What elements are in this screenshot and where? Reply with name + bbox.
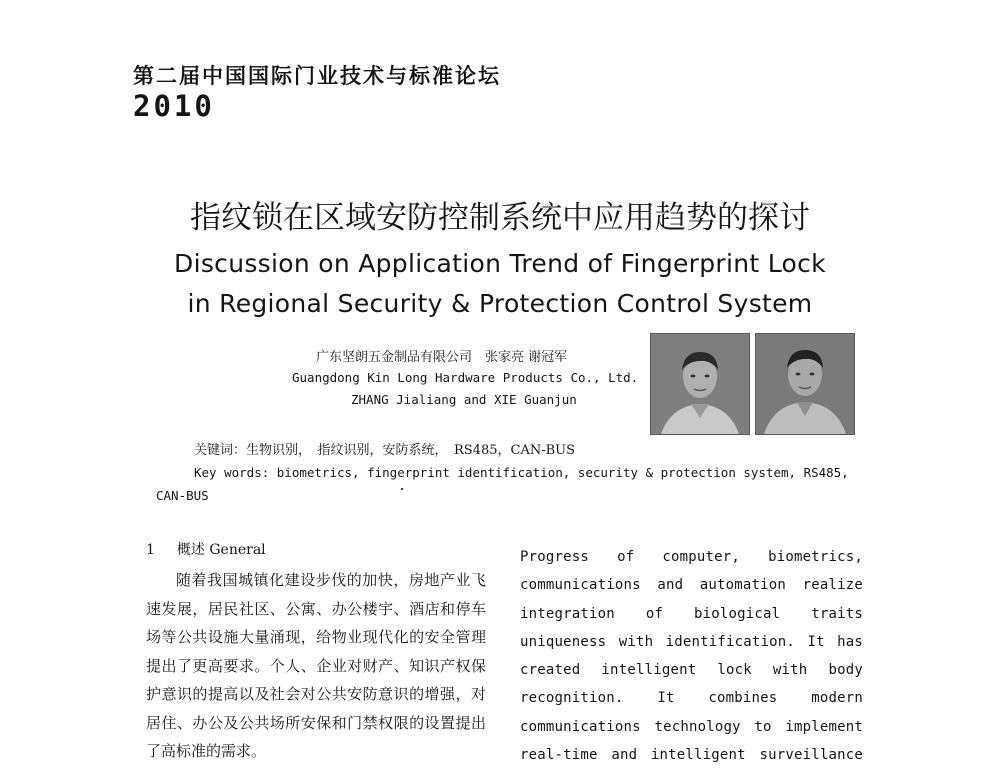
english-body-line: Progress of computer, biometrics, (520, 549, 863, 565)
author-photo-zhang (650, 333, 750, 435)
affiliation-chinese: 广东坚朗五金制品有限公司 张家亮 谢冠军 (316, 350, 568, 365)
english-body-line: integration of biological traits (520, 605, 863, 622)
author-photo-xie (755, 333, 855, 435)
journal-name: 第二届中国国际门业技术与标准论坛 (133, 64, 501, 88)
section-heading (146, 539, 266, 559)
body-column-chinese: 随着我国城镇化建设步伐的加快，房地产业飞速发展，居民社区、公寓、办公楼宇、酒店和停车场等公共设施大量涌现，给物业现代化的安全管理提出了更高要求。个人、企业对财产、知识产权保护意识的提高以及社会对公共安防意识的增强，对居住、办公及公共场所安保和门禁权限的设置提出了高标准的需求。 (146, 571, 486, 760)
english-body-line: created intelligent lock with body (520, 662, 863, 679)
keywords-english: Key words: biometrics, fingerprint identification, security & protection system, RS485, CAN-BUS (156, 465, 849, 503)
title-english-line-2: in Regional Security & Protection Control System (187, 289, 813, 318)
section-number: 1 (146, 542, 155, 558)
author-names-english: ZHANG Jialiang and XIE Guanjun (351, 392, 577, 407)
title-english-line-1: Discussion on Application Trend of Fingerprint Lock (174, 249, 826, 278)
english-body-line: uniqueness with identification. It has (520, 633, 863, 650)
section-title: 概述 General (176, 542, 266, 558)
journal-year: 2010 (133, 89, 215, 123)
body-column-english (520, 543, 863, 769)
portrait-image (756, 334, 854, 434)
english-body-line: real-time and intelligent surveillance (520, 747, 863, 764)
keywords-chinese: 关键词：生物识别， 指纹识别，安防系统， RS485，CAN-BUS (194, 443, 576, 458)
scan-speck (401, 488, 403, 490)
english-body-line: recognition. It combines modern (520, 690, 863, 707)
affiliation-english: Guangdong Kin Long Hardware Products Co., Ltd. (292, 370, 639, 385)
portrait-image (651, 334, 749, 434)
title-chinese: 指纹锁在区域安防控制系统中应用趋势的探讨 (190, 200, 810, 236)
english-body-line: communications and automation realize (520, 577, 863, 594)
english-body-line: communications technology to implement (520, 718, 863, 735)
